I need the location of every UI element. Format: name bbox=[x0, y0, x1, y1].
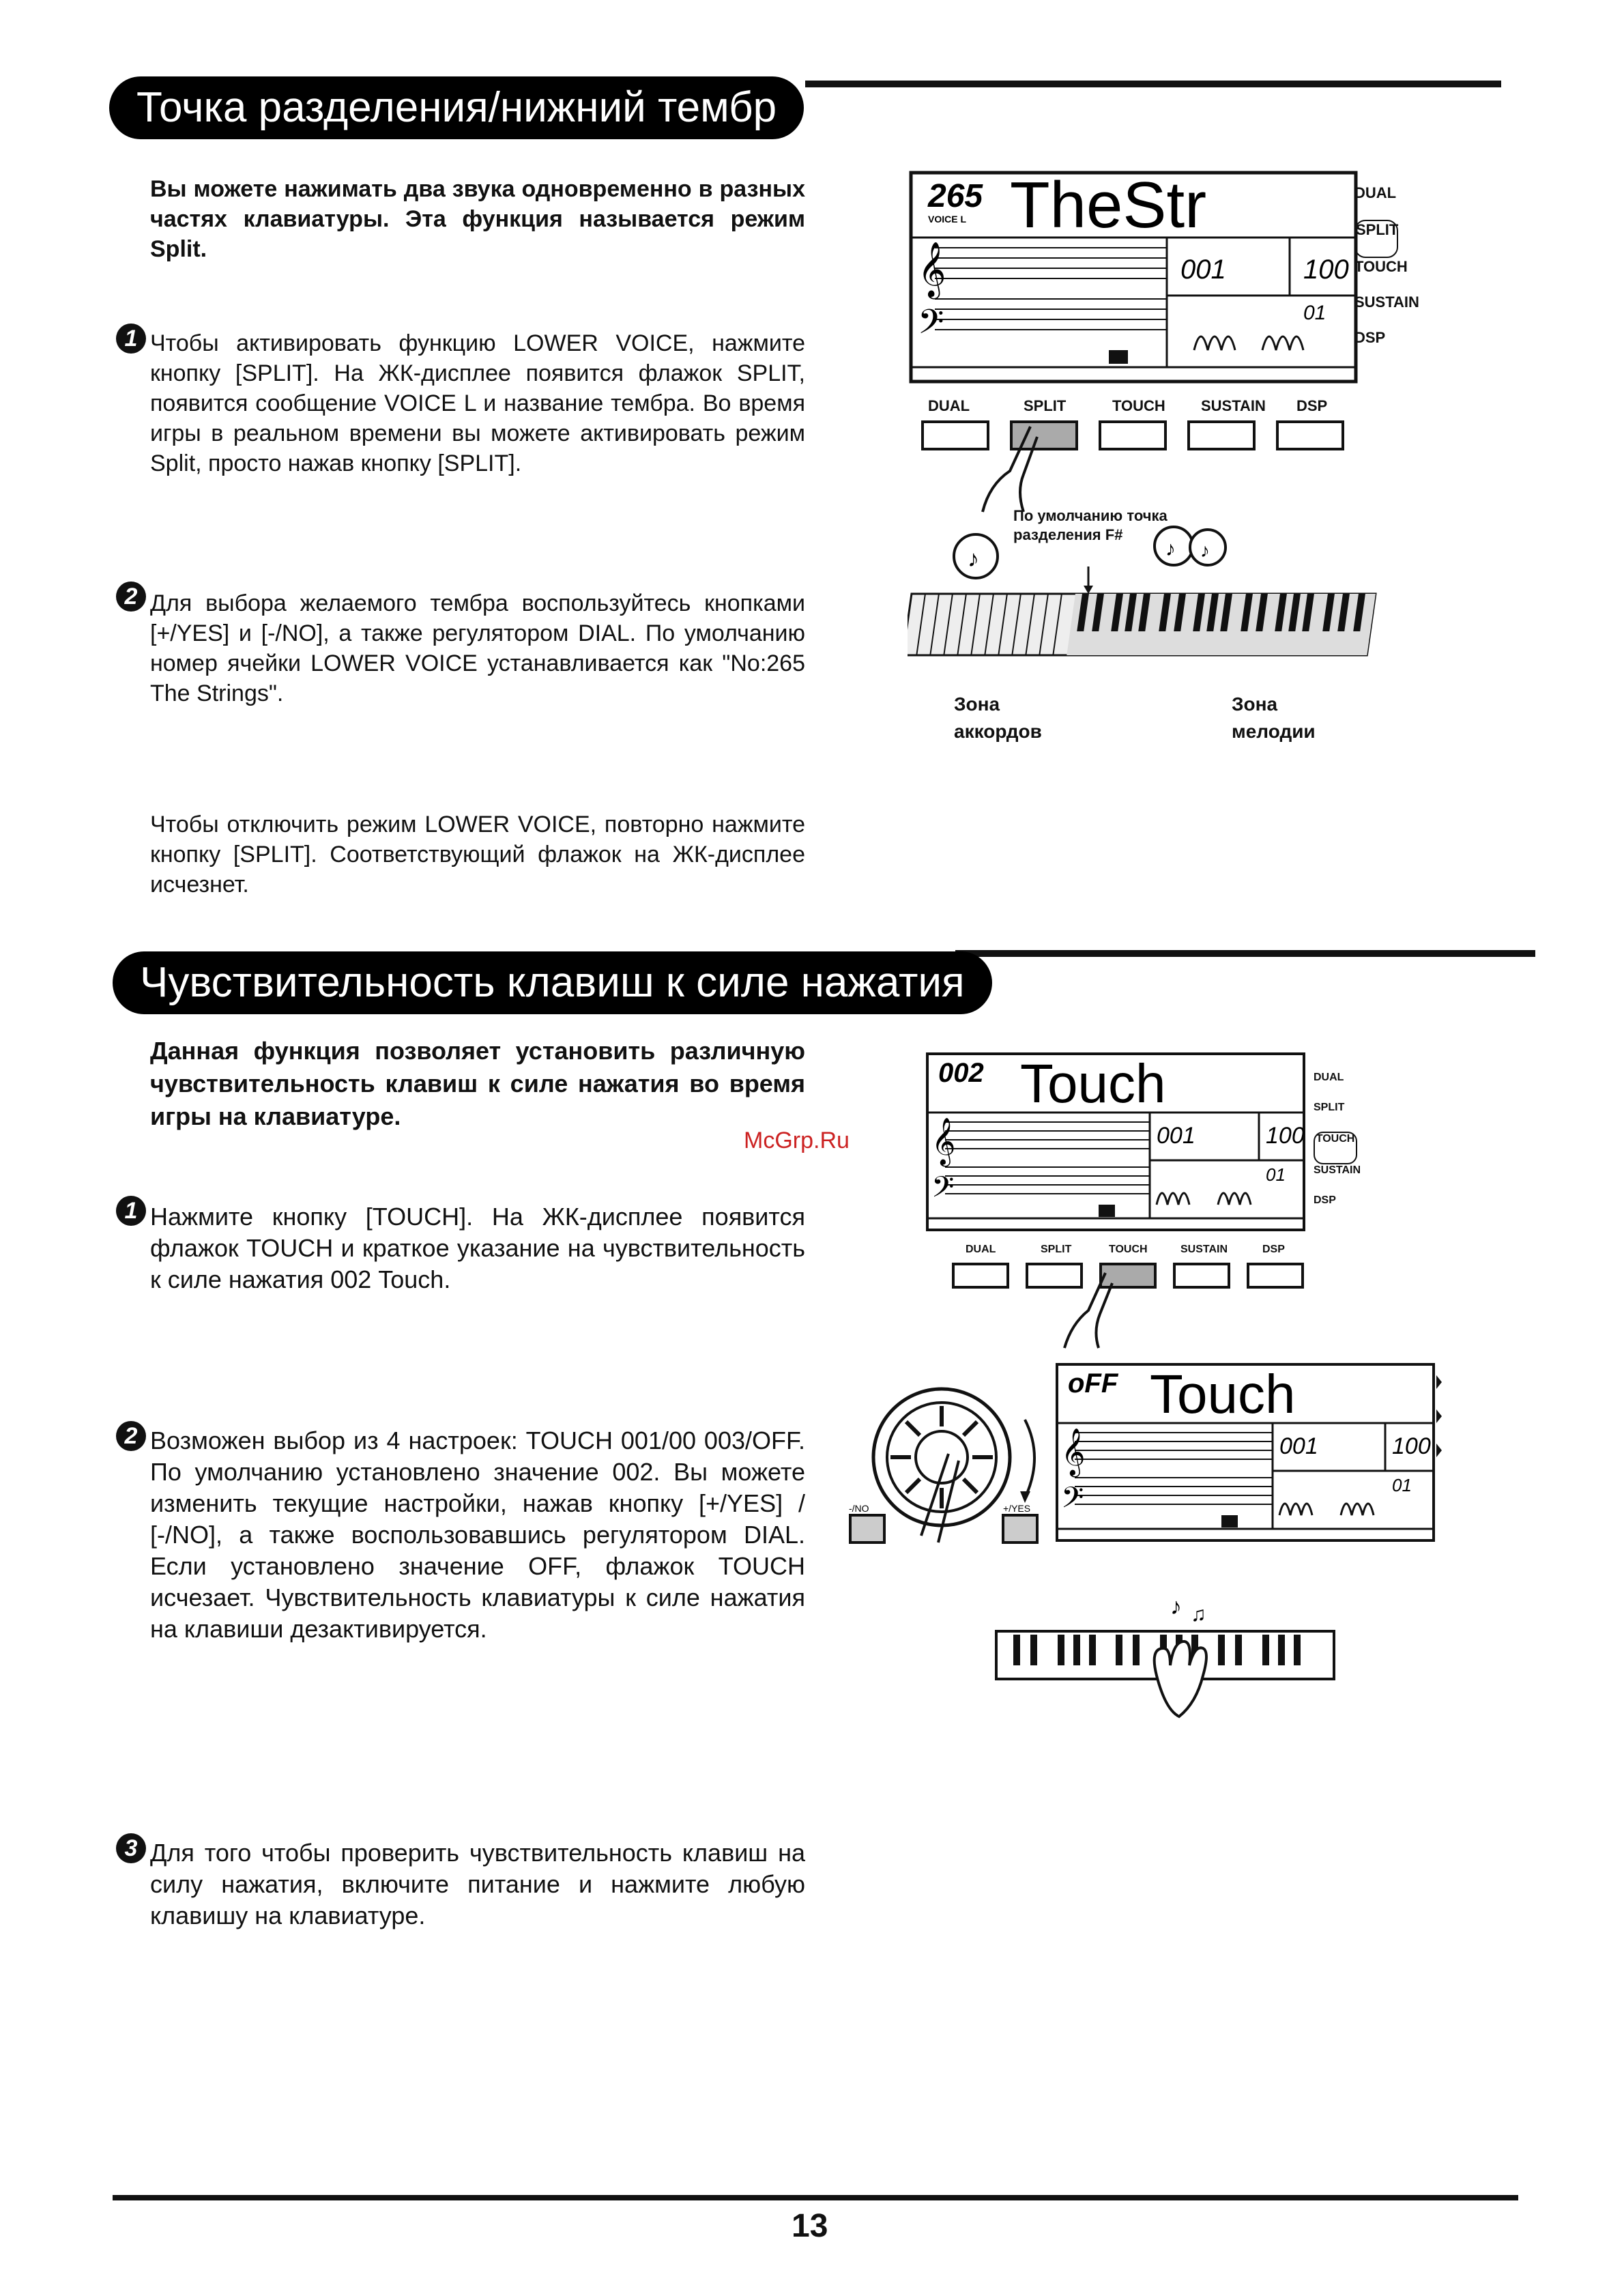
svg-text:♪: ♪ bbox=[1200, 540, 1210, 561]
svg-text:♪: ♪ bbox=[1170, 1594, 1182, 1620]
svg-text:𝄞: 𝄞 bbox=[918, 242, 946, 296]
lcd3-number: oFF bbox=[1068, 1368, 1118, 1398]
btn2-label-dual: DUAL bbox=[966, 1244, 996, 1255]
section2-title: Чувствительность клавиш к силе нажатия bbox=[113, 951, 992, 1014]
svg-text:♫: ♫ bbox=[1191, 1603, 1206, 1626]
flag2-sustain: SUSTAIN bbox=[1314, 1164, 1361, 1176]
lcd-voice-name: TheStr bbox=[1010, 169, 1207, 242]
sustain-button-2[interactable] bbox=[1173, 1263, 1230, 1289]
section2-step3: Для того чтобы проверить чувствительность клавиш на силу нажатия, включите питание и нажмите любую клавишу на клавиатуре. bbox=[150, 1839, 805, 1929]
svg-text:𝄢: 𝄢 bbox=[931, 1171, 955, 1211]
lcd-tempo: 100 bbox=[1303, 255, 1349, 285]
watermark: McGrp.Ru bbox=[744, 1128, 850, 1153]
hand-pressing-split-icon bbox=[969, 423, 1064, 519]
step-number-2: 2 bbox=[116, 582, 146, 612]
lcd3-voice-name: Touch bbox=[1150, 1364, 1296, 1424]
lcd2-flags bbox=[1314, 1072, 1368, 1224]
btn-label-dual: DUAL bbox=[928, 397, 970, 414]
lcd-measure: 001 bbox=[1180, 255, 1226, 285]
lcd-display-touch-off bbox=[1054, 1362, 1443, 1546]
section1-off-note: Чтобы отключить режим LOWER VOICE, повторно нажмите кнопку [SPLIT]. Соответствующий флажок на ЖК-дисплее исчезнет. bbox=[150, 812, 805, 898]
step-number-2b: 2 bbox=[116, 1421, 146, 1451]
section1-top-rule bbox=[805, 81, 1501, 87]
step-number-1b: 1 bbox=[116, 1196, 146, 1226]
lcd3-measure: 001 bbox=[1279, 1433, 1318, 1459]
lcd3-memory: 01 bbox=[1392, 1475, 1412, 1495]
lcd-number: 265 bbox=[928, 178, 983, 214]
button-row-touch bbox=[952, 1244, 1320, 1291]
flag-touch: TOUCH bbox=[1354, 258, 1408, 275]
step-number-3b: 3 bbox=[116, 1833, 146, 1863]
dsp-button[interactable] bbox=[1276, 420, 1344, 450]
flag2-split: SPLIT bbox=[1314, 1102, 1345, 1113]
btn-label-split: SPLIT bbox=[1024, 397, 1067, 414]
lcd-display-touch bbox=[925, 1051, 1307, 1235]
lcd-flags bbox=[1354, 184, 1436, 364]
dial-control-icon[interactable] bbox=[846, 1379, 1051, 1563]
lcd-memory: 01 bbox=[1303, 302, 1326, 324]
btn2-label-sustain: SUSTAIN bbox=[1180, 1244, 1228, 1255]
lcd2-tempo: 100 bbox=[1266, 1123, 1305, 1149]
section1-title: Точка разделения/нижний тембр bbox=[109, 76, 804, 139]
flag2-dsp: DSP bbox=[1314, 1194, 1336, 1206]
section2-step2: Возможен выбор из 4 настроек: TOUCH 001/00 003/OFF. По умолчанию установлено значение 002. Вы можете изменить текущие настройки, нажав кнопку [+/YES] / [-/NO], а также воспользовавшись регулятором DIAL. Если установлено значение OFF, флажок TOUCH исчезает. Чувствительность клавиатуры к силе нажатия на клавиши дезактивируется. bbox=[150, 1426, 805, 1643]
section2-intro: Данная функция позволяет установить различную чувствительность клавиш к силе нажатия во время игры на клавиатуре. bbox=[150, 1037, 805, 1130]
svg-text:♪: ♪ bbox=[968, 546, 979, 572]
dual-button-2[interactable] bbox=[952, 1263, 1009, 1289]
btn2-label-split: SPLIT bbox=[1041, 1244, 1072, 1255]
footer-rule bbox=[113, 2195, 1518, 2200]
dsp-button-2[interactable] bbox=[1247, 1263, 1304, 1289]
flag-split: SPLIT bbox=[1354, 220, 1398, 258]
section1-step2: Для выбора желаемого тембра воспользуйтесь кнопками [+/YES] и [-/NO], а также регулятором DIAL. По умолчанию номер ячейки LOWER VOICE устанавливается как "No:265 The Strings". bbox=[150, 590, 805, 706]
flag-dual: DUAL bbox=[1354, 184, 1397, 201]
btn-label-dsp: DSP bbox=[1296, 397, 1328, 414]
section2-top-rule bbox=[955, 950, 1535, 957]
split-point-note: По умолчанию точка разделения F# bbox=[1013, 507, 1168, 543]
svg-text:𝄢: 𝄢 bbox=[918, 303, 944, 349]
sustain-button[interactable] bbox=[1187, 420, 1256, 450]
hand-pressing-touch-icon bbox=[1051, 1269, 1133, 1351]
section1-intro: Вы можете нажимать два звука одновременно в разных частях клавиатуры. Эта функция называется режим Split. bbox=[150, 176, 805, 262]
keyboard-touch-illustration bbox=[993, 1594, 1341, 1730]
zone-melody-label: Зона мелодии bbox=[1232, 693, 1316, 742]
lcd3-tempo: 100 bbox=[1392, 1433, 1431, 1459]
touch-button[interactable] bbox=[1099, 420, 1167, 450]
lcd-voice-label: VOICE L bbox=[928, 214, 967, 225]
svg-text:𝄞: 𝄞 bbox=[1061, 1429, 1086, 1474]
btn-label-sustain: SUSTAIN bbox=[1201, 397, 1266, 414]
svg-text:♪: ♪ bbox=[1165, 538, 1176, 560]
svg-text:𝄞: 𝄞 bbox=[931, 1118, 956, 1164]
lcd2-memory: 01 bbox=[1266, 1164, 1286, 1185]
zone-chords-label: Зона аккордов bbox=[954, 693, 1042, 742]
section1-step1: Чтобы активировать функцию LOWER VOICE, нажмите кнопку [SPLIT]. На ЖК-дисплее появится флажок SPLIT, появится сообщение VOICE L и название тембра. Во время игры в реальном времени вы можете активировать режим Split, просто нажав кнопку [SPLIT]. bbox=[150, 330, 805, 476]
lcd2-number: 002 bbox=[938, 1058, 984, 1088]
flag-sustain: SUSTAIN bbox=[1354, 293, 1419, 311]
btn-label-touch: TOUCH bbox=[1112, 397, 1165, 414]
btn2-label-touch: TOUCH bbox=[1109, 1244, 1148, 1255]
lcd-display-split bbox=[908, 169, 1358, 388]
dial-plus-label: +/YES bbox=[1003, 1503, 1031, 1514]
lcd2-voice-name: Touch bbox=[1020, 1053, 1166, 1114]
flag2-touch: TOUCH bbox=[1314, 1132, 1357, 1164]
section2-step1: Нажмите кнопку [TOUCH]. На ЖК-дисплее появится флажок TOUCH и краткое указание на чувствительность к силе нажатия 002 Touch. bbox=[150, 1203, 805, 1293]
lcd2-measure: 001 bbox=[1157, 1123, 1195, 1149]
svg-text:𝄢: 𝄢 bbox=[1061, 1482, 1084, 1521]
flag-dsp: DSP bbox=[1354, 329, 1386, 346]
page-number: 13 bbox=[792, 2208, 828, 2244]
btn2-label-dsp: DSP bbox=[1262, 1244, 1285, 1255]
flag2-dual: DUAL bbox=[1314, 1072, 1344, 1083]
dial-minus-label: -/NO bbox=[849, 1503, 869, 1514]
step-number-1: 1 bbox=[116, 324, 146, 354]
keyboard-split-illustration bbox=[908, 526, 1399, 662]
